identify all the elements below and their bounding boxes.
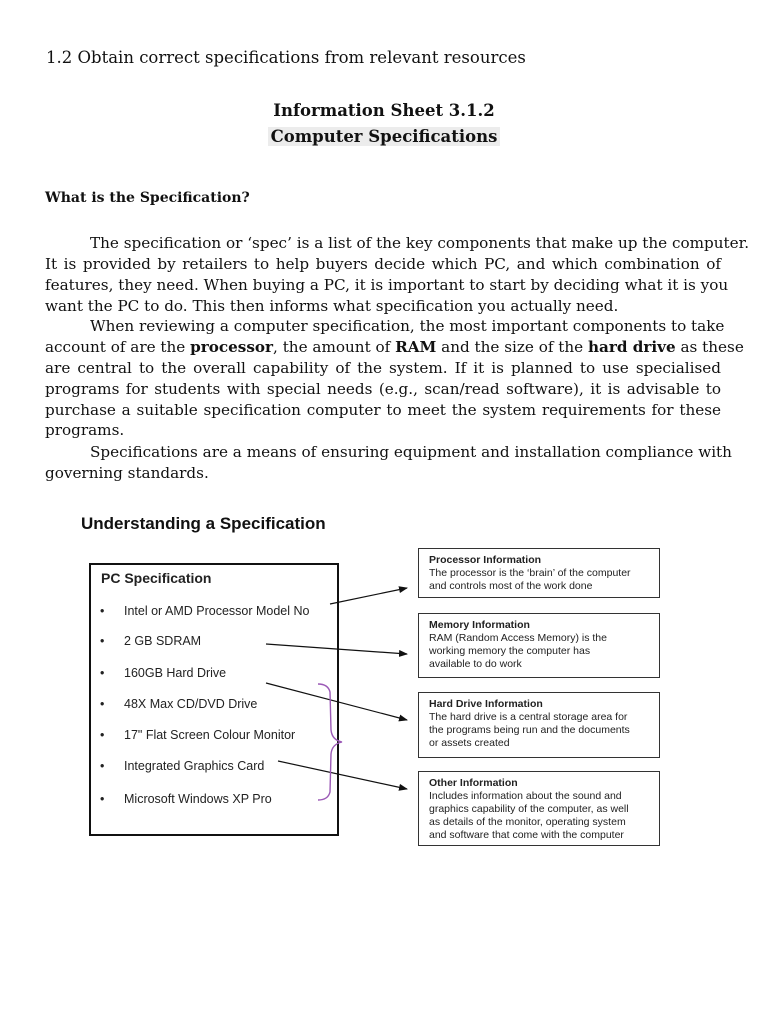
info-box-heading: Hard Drive Information — [429, 698, 543, 710]
pc-spec-title: PC Specification — [101, 570, 212, 586]
paragraph-line: are central to the overall capability of the system. If it is planned to use specialised — [45, 358, 721, 377]
bullet: • — [100, 759, 105, 773]
sheet-title: Information Sheet 3.1.2 — [273, 101, 495, 120]
info-box-line: working memory the computer has — [429, 645, 591, 657]
paragraph-line: Specifications are a means of ensuring equipment and installation compliance with — [90, 443, 732, 461]
paragraph-line: When reviewing a computer specification, the most important components to take — [90, 317, 725, 335]
text-fragment: account of are the — [45, 337, 191, 356]
bold-hard-drive: hard drive — [588, 337, 676, 356]
spec-item-label: 48X Max CD/DVD Drive — [124, 697, 258, 711]
spec-item-label: Microsoft Windows XP Pro — [124, 792, 272, 806]
arrow-other — [278, 761, 407, 789]
figure-title: Understanding a Specification — [81, 514, 326, 533]
paragraph-line: want the PC to do. This then informs what specification you actually need. — [45, 296, 619, 315]
info-box-heading: Other Information — [429, 777, 518, 789]
paragraph-line: programs. — [45, 421, 125, 440]
paragraph-line: purchase a suitable specification computer to meet the system requirements for these — [45, 400, 721, 419]
info-box-heading: Processor Information — [429, 554, 542, 566]
text-fragment: , the amount of — [273, 337, 396, 356]
bullet: • — [100, 697, 105, 711]
text-fragment: and the size of the — [436, 337, 588, 356]
paragraph-line: governing standards. — [45, 463, 209, 482]
bullet: • — [100, 728, 105, 742]
bullet: • — [100, 604, 105, 618]
info-box-line: graphics capability of the computer, as well — [429, 803, 629, 815]
spec-item-label: 2 GB SDRAM — [124, 634, 202, 648]
paragraph-line: programs for students with special needs (e.g., scan/read software), it is advisable to — [45, 379, 721, 398]
paragraph-line: The specification or ‘spec’ is a list of the key components that make up the computer. — [90, 234, 750, 252]
sheet-subtitle-text: Computer Specifications — [268, 127, 501, 146]
info-box-line: RAM (Random Access Memory) is the — [429, 632, 607, 644]
spec-item-label: Intel or AMD Processor Model No — [124, 604, 310, 618]
info-box-line: Includes information about the sound and — [429, 790, 622, 802]
spec-item-label: 17" Flat Screen Colour Monitor — [124, 728, 296, 742]
paragraph-line: features, they need. When buying a PC, it is important to start by deciding what it is you — [45, 275, 729, 294]
arrow-processor — [330, 588, 407, 604]
arrow-hard-drive — [266, 683, 407, 720]
info-box-line: the programs being run and the documents — [429, 724, 630, 736]
info-box-heading: Memory Information — [429, 619, 530, 631]
question-heading: What is the Specification? — [45, 190, 250, 206]
text-fragment: as these — [675, 337, 744, 356]
info-box-line: The processor is the ‘brain’ of the computer — [429, 567, 631, 579]
paragraph-line: It is provided by retailers to help buyers decide which PC, and which combination of — [45, 254, 721, 273]
bullet: • — [100, 666, 105, 680]
spec-item-label: 160GB Hard Drive — [124, 666, 227, 680]
bold-ram: RAM — [395, 337, 437, 356]
section-heading: 1.2 Obtain correct specifications from relevant resources — [46, 48, 526, 67]
info-box-line: as details of the monitor, operating system — [429, 816, 626, 828]
info-box-line: or assets created — [429, 737, 510, 749]
arrow-memory — [266, 644, 407, 654]
info-box-line: The hard drive is a central storage area for — [429, 711, 628, 723]
spec-item-label: Integrated Graphics Card — [124, 759, 265, 773]
info-box-line: and controls most of the work done — [429, 580, 593, 592]
bold-processor: processor — [190, 337, 274, 356]
info-box-line: available to do work — [429, 658, 522, 670]
bullet: • — [100, 634, 105, 648]
info-box-line: and software that come with the computer — [429, 829, 624, 841]
bullet: • — [100, 792, 105, 806]
